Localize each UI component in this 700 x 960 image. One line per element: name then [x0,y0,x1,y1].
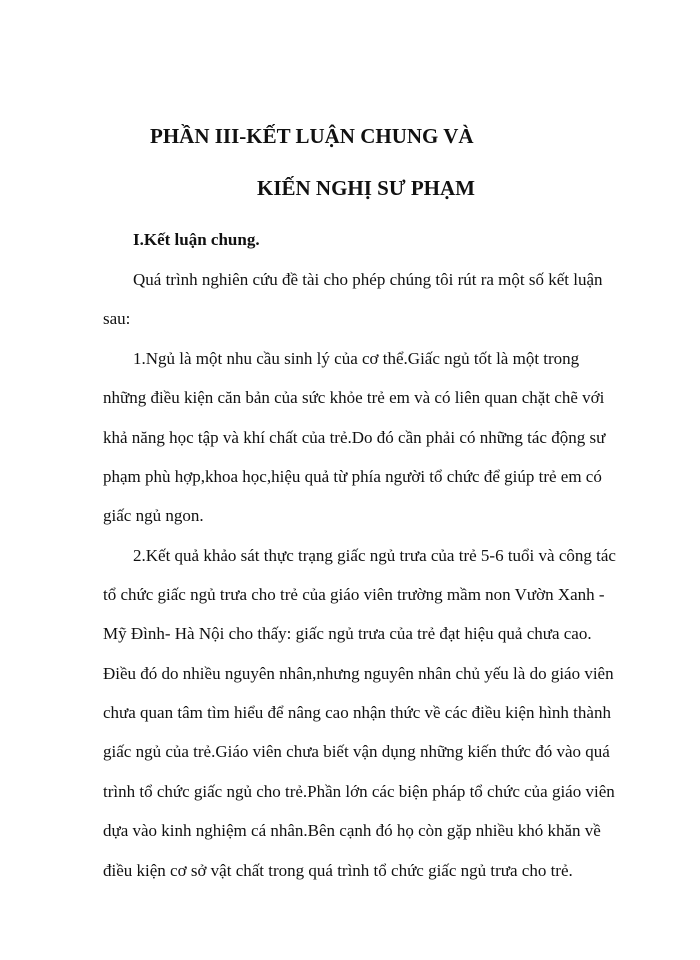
paragraph-line: phạm phù hợp,khoa học,hiệu quả từ phía người tổ chức để giúp trẻ em có [103,467,602,486]
paragraph-line: dựa vào kinh nghiệm cá nhân.Bên cạnh đó họ còn gặp nhiều khó khăn về [103,821,601,840]
paragraph-line: trình tổ chức giấc ngủ cho trẻ.Phần lớn các biện pháp tổ chức của giáo viên [103,782,615,801]
chapter-title-line-1: PHẦN III-KẾT LUẬN CHUNG VÀ [150,124,474,148]
paragraph-line: những điều kiện căn bản của sức khỏe trẻ em và có liên quan chặt chẽ với [103,388,605,407]
paragraph-line: sau: [103,309,131,328]
paragraph-line: giấc ngủ của trẻ.Giáo viên chưa biết vận dụng những kiến thức đó vào quá [103,742,610,761]
section-heading: I.Kết luận chung. [133,230,260,249]
paragraph-line: khả năng học tập và khí chất của trẻ.Do đó cần phải có những tác động sư [103,428,606,447]
paragraph-line: 2.Kết quả khảo sát thực trạng giấc ngủ trưa của trẻ 5-6 tuổi và công tác [133,546,616,565]
paragraph-line: 1.Ngủ là một nhu cầu sinh lý của cơ thể.Giấc ngủ tốt là một trong [133,349,580,368]
paragraph-line: Quá trình nghiên cứu đề tài cho phép chúng tôi rút ra một số kết luận [133,270,603,289]
paragraph-line: điều kiện cơ sở vật chất trong quá trình tổ chức giấc ngủ trưa cho trẻ. [103,861,573,880]
paragraph-line: Điều đó do nhiều nguyên nhân,nhưng nguyên nhân chủ yếu là do giáo viên [103,664,614,683]
chapter-title-line-2: KIẾN NGHỊ SƯ PHẠM [257,176,475,200]
paragraph-line: chưa quan tâm tìm hiểu để nâng cao nhận thức về các điều kiện hình thành [103,703,611,722]
paragraph-line: Mỹ Đình- Hà Nội cho thấy: giấc ngủ trưa của trẻ đạt hiệu quả chưa cao. [103,624,592,643]
paragraph-line: tổ chức giấc ngủ trưa cho trẻ của giáo viên trường mầm non Vườn Xanh - [103,585,605,604]
paragraph-line: giấc ngủ ngon. [103,506,204,525]
